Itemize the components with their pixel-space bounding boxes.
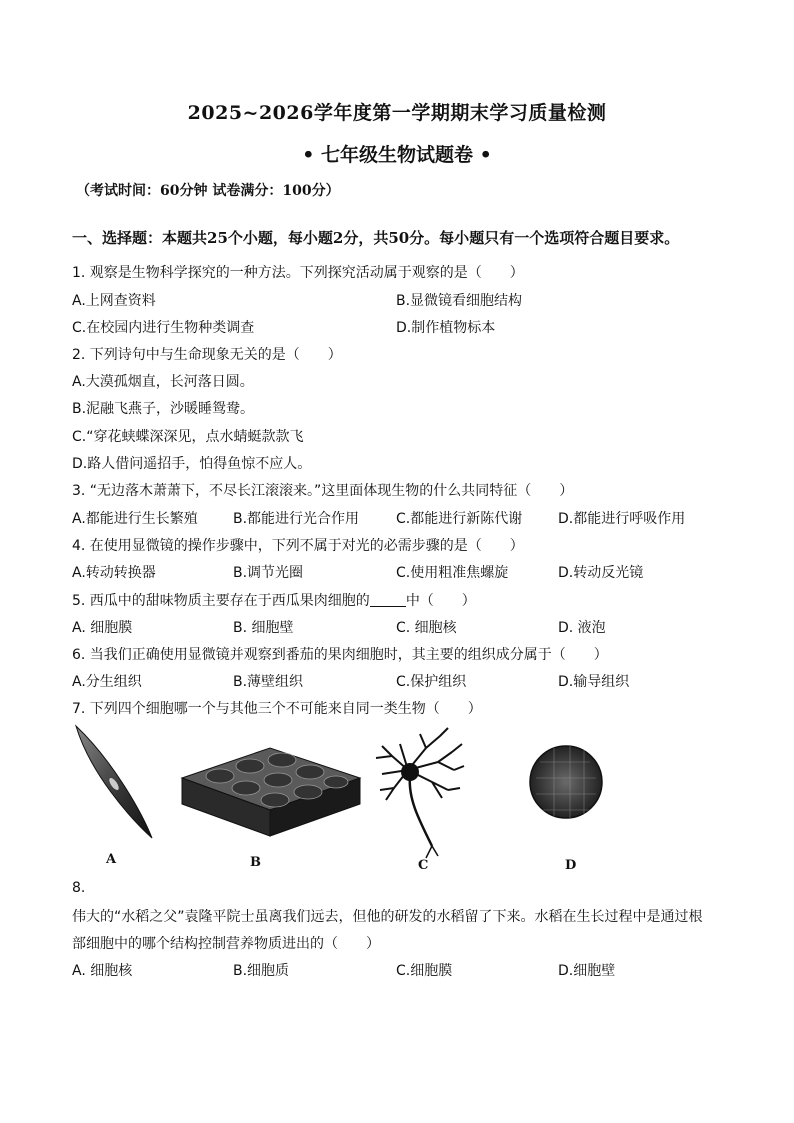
question-7-figures: [70, 718, 730, 878]
question-4-option-b: B.调节光圈: [233, 565, 304, 581]
question-1-option-d: D.制作植物标本: [396, 320, 496, 336]
question-4-option-a: A.转动转换器: [72, 565, 156, 581]
question-8-option-c: C.细胞膜: [396, 963, 453, 979]
question-6-stem: 6. 当我们正确使用显微镜并观察到番茄的果肉细胞时，其主要的组织成分属于（ ）: [72, 647, 608, 663]
question-5-stem-before: 5. 西瓜中的甜味物质主要存在于西瓜果肉细胞的: [72, 593, 370, 609]
question-5-option-d: D. 液泡: [558, 620, 606, 636]
spindle-cell-figure: [76, 726, 152, 838]
question-1-option-b: B.显微镜看细胞结构: [396, 293, 523, 309]
question-3-option-c: C.都能进行新陈代谢: [396, 511, 523, 527]
question-2-option-d: D.路人借问遥招手，怕得鱼惊不应人。: [72, 456, 312, 472]
round-cell-figure: [530, 746, 602, 818]
question-1-option-a: A.上网查资料: [72, 293, 156, 309]
question-3-option-a: A.都能进行生长繁殖: [72, 511, 198, 527]
question-8-stem-line2: 部细胞中的哪个结构控制营养物质进出的（ ）: [72, 936, 380, 952]
question-8-option-a: A. 细胞核: [72, 963, 133, 979]
question-5-stem-after: 中（ ）: [405, 593, 476, 609]
question-3-option-b: B.都能进行光合作用: [233, 511, 360, 527]
question-1-option-c: C.在校园内进行生物种类调查: [72, 320, 255, 336]
question-5-option-a: A. 细胞膜: [72, 620, 133, 636]
question-6-option-b: B.薄壁组织: [233, 674, 304, 690]
question-7-stem: 7. 下列四个细胞哪一个与其他三个不可能来自同一类生物（ ）: [72, 701, 482, 717]
question-6-option-c: C.保护组织: [396, 674, 467, 690]
exam-subtitle: • 七年级生物试题卷 •: [302, 144, 492, 166]
exam-title: 2025~2026学年度第一学期期末学习质量检测: [187, 102, 607, 124]
question-1-stem: 1. 观察是生物科学探究的一种方法。下列探究活动属于观察的是（ ）: [72, 265, 524, 281]
question-8-option-d: D.细胞壁: [558, 963, 616, 979]
question-2-option-a: A.大漠孤烟直，长河落日圆。: [72, 374, 254, 390]
question-4-option-d: D.转动反光镜: [558, 565, 644, 581]
question-8-stem-line1: 伟大的“水稻之父”袁隆平院士虽离我们远去，但他的研发的水稻留了下来。水稻在生长过程中是通过根: [72, 909, 703, 925]
figure-label-a: A: [106, 852, 117, 867]
question-5-blank: [370, 592, 406, 607]
question-2-option-b: B.泥融飞燕子，沙暖睡鸳鸯。: [72, 401, 255, 417]
plant-tissue-block-figure: [182, 748, 360, 836]
figure-label-d: D: [565, 858, 577, 873]
exam-info: （考试时间：60分钟 试卷满分：100分）: [76, 183, 340, 199]
question-6-option-d: D.输导组织: [558, 674, 630, 690]
question-5-stem: [72, 590, 476, 610]
question-3-stem: 3. “无边落木萧萧下，不尽长江滚滚来。”这里面体现生物的什么共同特征（ ）: [72, 483, 574, 499]
neuron-figure: [376, 728, 464, 858]
question-4-stem: 4. 在使用显微镜的操作步骤中，下列不属于对光的必需步骤的是（ ）: [72, 538, 524, 554]
question-6-option-a: A.分生组织: [72, 674, 142, 690]
figure-label-b: B: [250, 855, 261, 870]
question-8-number: 8.: [72, 880, 86, 896]
figure-label-c: C: [418, 858, 429, 873]
question-2-stem: 2. 下列诗句中与生命现象无关的是（ ）: [72, 347, 342, 363]
question-5-option-c: C. 细胞核: [396, 620, 457, 636]
question-2-option-c: C.“穿花蛱蝶深深见，点水蜻蜓款款飞: [72, 429, 304, 445]
question-8-option-b: B.细胞质: [233, 963, 290, 979]
question-4-option-c: C.使用粗准焦螺旋: [396, 565, 509, 581]
question-3-option-d: D.都能进行呼吸作用: [558, 511, 686, 527]
section-heading: 一、选择题：本题共25个小题，每小题2分，共50分。每小题只有一个选项符合题目要求。: [72, 229, 680, 247]
question-5-option-b: B. 细胞壁: [233, 620, 294, 636]
